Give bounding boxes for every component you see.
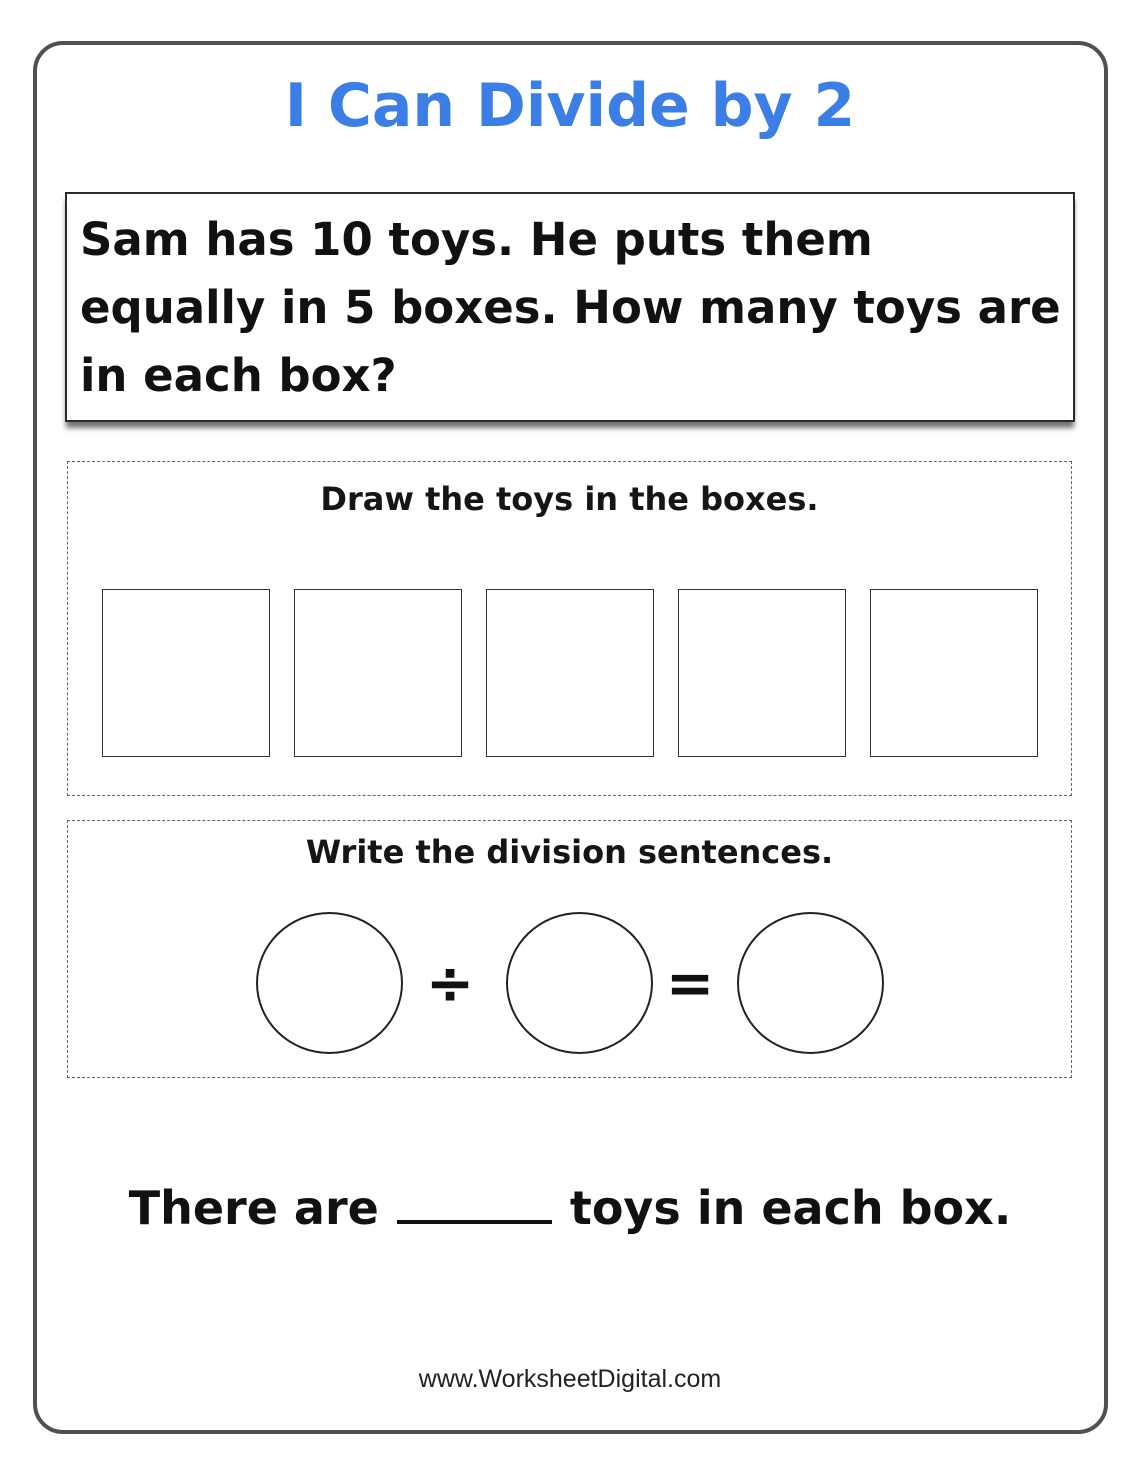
word-problem-text: Sam has 10 toys. He puts them equally in 5 boxes. How many toys are in each box? — [80, 213, 1061, 402]
page-title: I Can Divide by 2 — [284, 71, 856, 141]
toy-box-4[interactable] — [678, 589, 846, 757]
write-instruction: Write the division sentences. — [305, 833, 834, 871]
answer-blank[interactable] — [397, 1180, 552, 1224]
dividend-circle[interactable] — [256, 912, 403, 1054]
word-problem-box — [65, 192, 1075, 422]
toy-box-1[interactable] — [102, 589, 270, 757]
toy-box-5[interactable] — [870, 589, 1038, 757]
quotient-circle[interactable] — [737, 912, 884, 1054]
draw-instruction: Draw the toys in the boxes. — [320, 480, 819, 518]
footer-url: www.WorksheetDigital.com — [418, 1365, 722, 1393]
answer-sentence — [0, 1180, 1140, 1235]
divide-symbol: ÷ — [425, 949, 475, 1017]
toy-box-2[interactable] — [294, 589, 462, 757]
toy-box-3[interactable] — [486, 589, 654, 757]
write-section — [67, 820, 1072, 1078]
equals-symbol: = — [665, 949, 715, 1017]
draw-section — [67, 461, 1072, 796]
answer-prefix: There are — [128, 1181, 379, 1235]
divisor-circle[interactable] — [506, 912, 653, 1054]
answer-suffix: toys in each box. — [569, 1181, 1012, 1235]
